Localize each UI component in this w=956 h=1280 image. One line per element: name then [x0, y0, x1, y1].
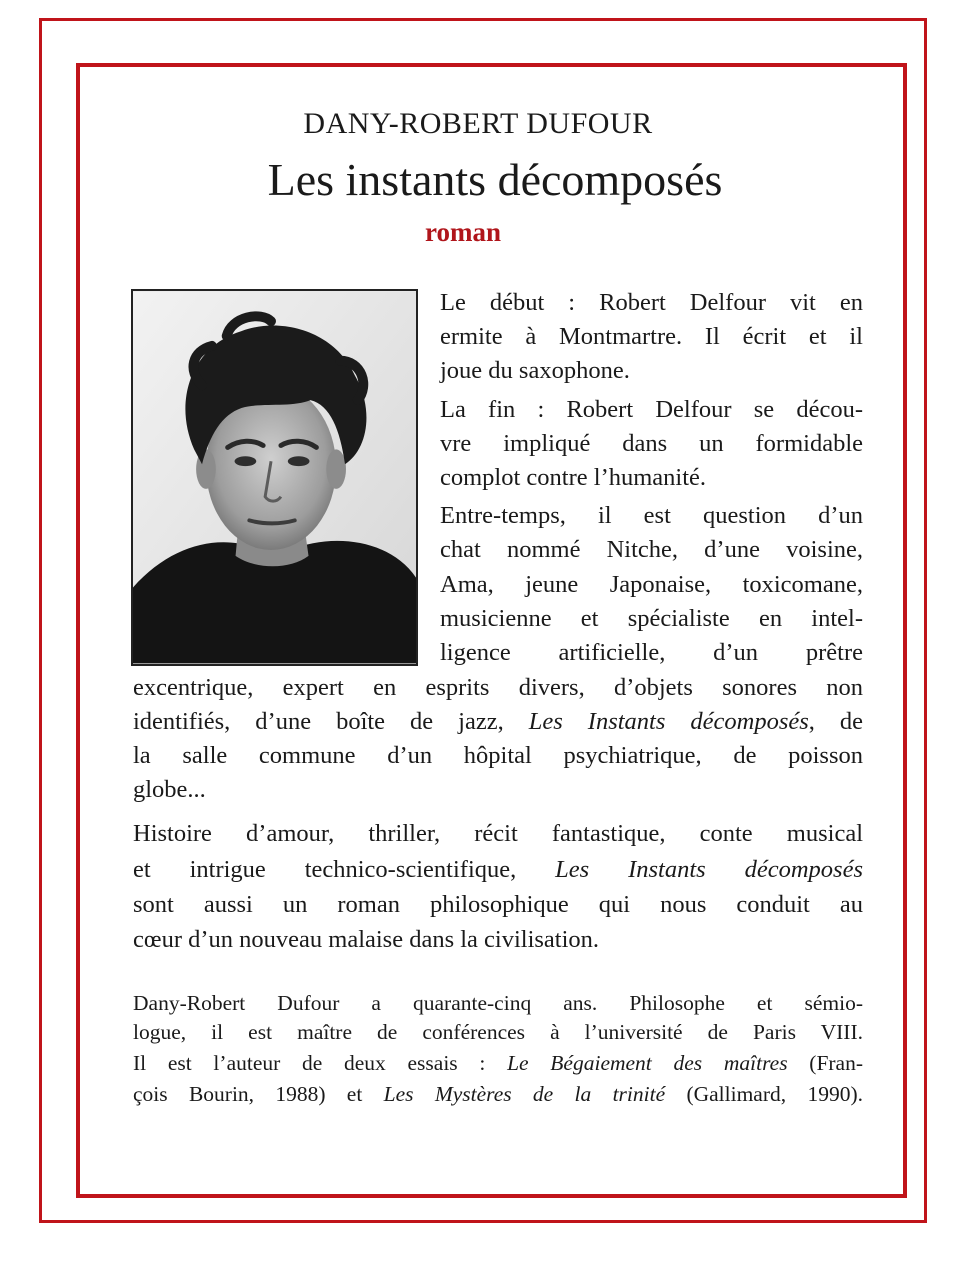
blurb-line: chat nommé Nitche, d’une voisine, — [440, 536, 863, 563]
blurb-line — [133, 705, 863, 739]
blurb-line — [133, 853, 863, 887]
blurb-line: La fin : Robert Delfour se décou- — [440, 396, 863, 423]
blurb-line: musicienne et spécialiste en intel- — [440, 605, 863, 632]
blurb-line: ermite à Montmartre. Il écrit et il — [440, 323, 863, 350]
book-title-italic: Les Instants décomposés — [555, 856, 863, 883]
bio-text: çois Bourin, 1988) et — [133, 1082, 363, 1106]
blurb-line: Histoire d’amour, thriller, récit fantastique, conte musical — [133, 820, 863, 847]
essay-title: Les Mystères de la trinité — [383, 1082, 666, 1106]
bio-text: Il est l’auteur de deux essais : — [133, 1051, 486, 1075]
author-photo — [131, 289, 418, 666]
bio-line — [133, 1080, 863, 1109]
bio-line — [133, 1049, 863, 1078]
book-title-italic: Les Instants décomposés — [528, 708, 809, 735]
blurb-line: excentrique, expert en esprits divers, d’objets sonores non — [133, 674, 863, 701]
bio-text: (Fran- — [809, 1051, 864, 1075]
portrait-image — [133, 291, 416, 664]
blurb-line: cœur d’un nouveau malaise dans la civilisation. — [133, 926, 600, 953]
blurb-line: Entre-temps, il est question d’un — [440, 502, 863, 529]
blurb-line: joue du saxophone. — [440, 357, 630, 384]
book-title: Les instants décomposés — [267, 154, 723, 205]
blurb-line: Ama, jeune Japonaise, toxicomane, — [440, 571, 863, 598]
blurb-text: identifiés, d’une boîte de jazz, — [133, 708, 504, 735]
bio-line: Dany-Robert Dufour a quarante-cinq ans. Philosophe et sémio- — [133, 991, 863, 1015]
blurb-line: Le début : Robert Delfour vit en — [440, 289, 863, 316]
genre-label: roman — [425, 217, 502, 247]
blurb-line: la salle commune d’un hôpital psychiatrique, de poisson — [133, 742, 863, 769]
author-name: DANY-ROBERT DUFOUR — [303, 107, 653, 140]
bio-text: (Gallimard, 1990). — [686, 1082, 863, 1106]
essay-title: Le Bégaiement des maîtres — [507, 1051, 788, 1075]
blurb-line: vre impliqué dans un formidable — [440, 430, 863, 457]
blurb-line: globe... — [133, 776, 206, 803]
bio-line: logue, il est maître de conférences à l’université de Paris VIII. — [133, 1020, 863, 1044]
blurb-line: ligence artificielle, d’un prêtre — [440, 639, 863, 666]
blurb-text: et intrigue technico-scientifique, — [133, 856, 517, 883]
blurb-line: complot contre l’humanité. — [440, 464, 707, 491]
blurb-text: , de — [808, 708, 864, 735]
blurb-line: sont aussi un roman philosophique qui nous conduit au — [133, 891, 863, 918]
